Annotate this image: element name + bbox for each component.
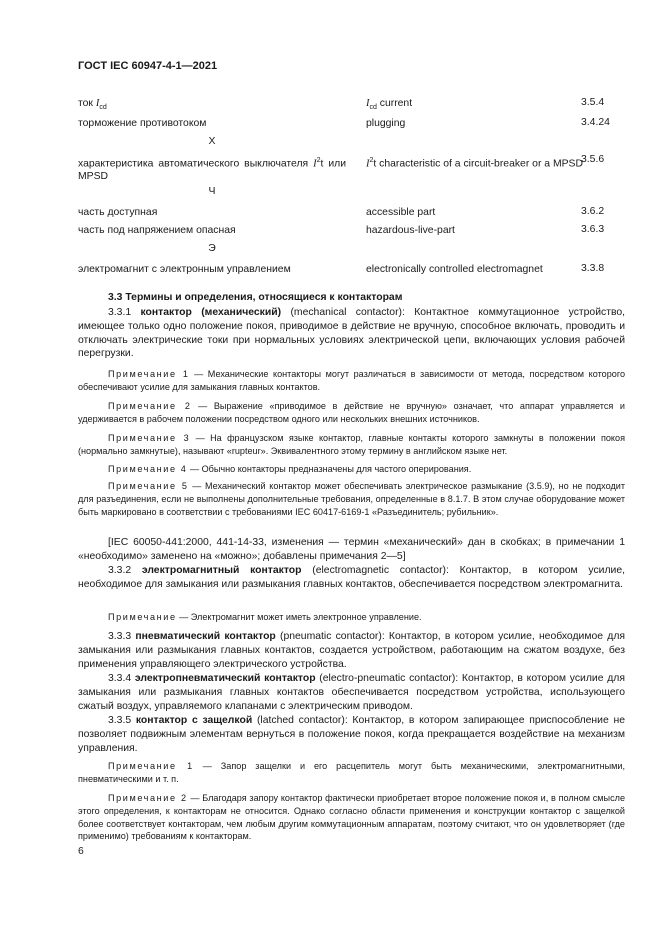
index-term-ru: часть под напряжением опасная (78, 225, 236, 236)
source-reference (78, 536, 625, 564)
notes-3-3-1 (78, 480, 625, 518)
note: Примечание 1 — Механические контакторы могут различаться в зависимости от метода, посредством которого обеспечивают усилие для замыкания главных контактов. (78, 369, 626, 392)
index-term-en: accessible part (366, 207, 436, 218)
index-letter: Э (208, 243, 216, 254)
definition-3-3-3 (78, 630, 625, 671)
note-3-3-2 (78, 611, 625, 624)
page-number: 6 (78, 846, 84, 857)
notes-3-3-1 (78, 400, 625, 426)
index-ref: 3.6.2 (581, 206, 605, 217)
note: Примечание 1 — Запор защелки и его расцепитель могут быть механическими, электромагнитными, пневматическими и т. п. (78, 761, 625, 784)
term-paragraph: 3.3.2 электромагнитный контактор (electromagnetic contactor): Контактор, в котором усилие, необходимое для замыкания или размыкания главных контактов, обеспечивается посредством электромагнита. (78, 565, 626, 590)
term-paragraph: 3.3.4 электропневматический контактор (electro-pneumatic contactor): Контактор, в котором усилие для замыкания или размыкания главных контактов обеспечивается посредством устройства, использующего сжатый воздух, управляемого клапанами с электрическим приводом. (78, 673, 625, 712)
index-ref: 3.5.4 (581, 97, 605, 108)
index-term-en: $I_{cd}$ current (366, 98, 413, 112)
note: Примечание 3 — На французском языке контактор, главные контакты которого замкнуты в положении покоя (нормально замкнутые), называют «rupteur». Эквивалентного этому термину в английском языке нет. (78, 433, 625, 456)
index-term-ru: торможение противотоком (78, 118, 207, 129)
term-paragraph: 3.3.3 пневматический контактор (pneumatic contactor): Контактор, в котором усилие, необходимое для замыкания или размыкания главных контактов, создается устройством, работающим на сжатом воздухе, без применения управляющего электрического устройства. (78, 631, 626, 670)
term-paragraph: 3.3.5 контактор с защелкой (latched contactor): Контактор, в котором запирающее приспособление не позволяет подвижным элементам вернуться в положение покоя, когда прекращается воздействие на механизм управления. (78, 715, 625, 754)
document-header: ГОСТ IEC 60947-4-1—2021 (78, 60, 218, 72)
index-term-ru: ток $I_{cd}$ (78, 98, 107, 112)
reference-note: [IEC 60050-441:2000, 441-14-33, изменения — термин «механический» дан в скобках; в примечании 1 «необходимо» заменено на «можно»; добавлены примечания 2—5] (78, 537, 625, 562)
definition-3-3-5 (78, 714, 625, 755)
index-ref: 3.6.3 (581, 224, 605, 235)
definition-3-3-2 (78, 564, 625, 592)
note: Примечание 4 — Обычно контакторы предназначены для частого оперирования. (108, 464, 472, 474)
notes-3-3-5 (78, 760, 625, 786)
notes-3-3-5 (78, 792, 625, 843)
notes-3-3-1 (78, 432, 625, 458)
index-letter: Х (208, 136, 216, 147)
notes-3-3-1 (78, 463, 625, 476)
section-title: 3.3 Термины и определения, относящиеся к контакторам (108, 292, 403, 303)
index-term-en: electronically controlled electromagnet (366, 264, 543, 275)
index-ref: 3.4.24 (581, 117, 610, 128)
index-term-en: $I^2t$ characteristic of a circuit-breaker or a MPSD (366, 157, 583, 170)
definition-3-3-1 (78, 306, 625, 361)
index-ref: 3.5.6 (581, 154, 605, 165)
note: Примечание 2 — Благодаря запору контактор фактически приобретает второе положение покоя и, в полном смысле этого определения, к контакторам не относится. Однако согласно области применения и конструкции контактор с защелкой более соответствует контакторам, чем любым другим коммутационным аппаратам, поэтому считают, что он удовлетворяет (где применимо) требованиям к контакторам. (78, 793, 625, 842)
notes-3-3-1 (78, 368, 625, 394)
note: Примечание — Электромагнит может иметь электронное управление. (108, 612, 422, 622)
index-letter: Ч (208, 186, 216, 197)
note: Примечание 2 — Выражение «приводимое в действие не вручную» означает, что аппарат управляется и удерживается в рабочем положении посредством одного или нескольких внешних источников. (78, 401, 625, 424)
definition-3-3-4 (78, 672, 625, 713)
index-term-ru: часть доступная (78, 207, 158, 218)
index-term-en: plugging (366, 118, 406, 129)
note: Примечание 5 — Механический контактор может обеспечивать электрическое размыкание (3.5.9), но не подходит для разъединения, если не выполнены дополнительные требования, определенные в 8.1.7. В этом случае оборудование может быть маркировано в соответствии с требованиями IEC 60417-6169-1 «Разъединитель; рубильник». (78, 481, 626, 517)
index-term-en: hazardous-live-part (366, 225, 455, 236)
term-paragraph: 3.3.1 контактор (механический) (mechanical contactor): Контактное коммутационное устройство, имеющее только одно положение покоя, приводимое в действие не вручную, способное включать, проводить и отключать электрические токи при нормальных условиях электрической цепи, включающих условия рабочей перегрузки. (78, 307, 626, 360)
index-term-ru: характеристика автоматического выключателя $I^2t$ или MPSD (78, 157, 346, 183)
index-term-ru: электромагнит с электронным управлением (78, 264, 291, 275)
index-ref: 3.3.8 (581, 263, 605, 274)
